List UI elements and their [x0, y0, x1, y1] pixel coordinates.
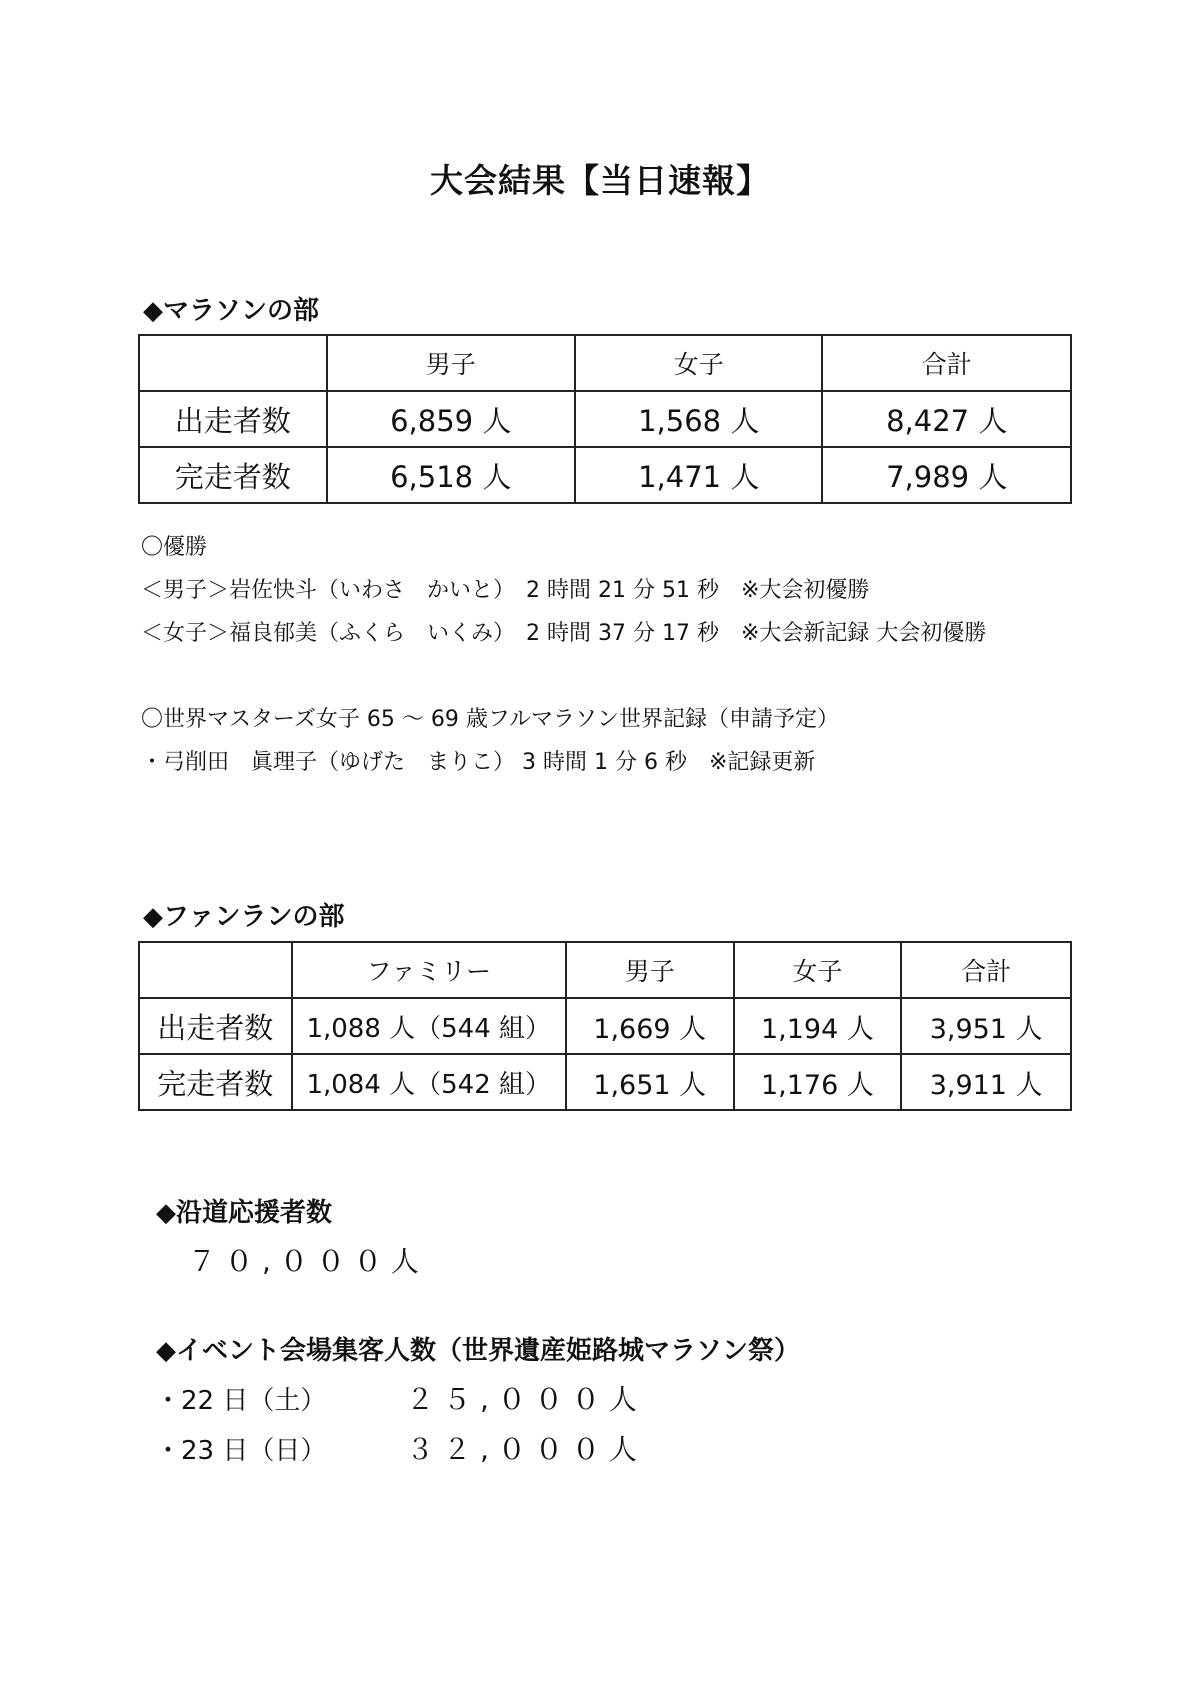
page-title: 大会結果【当日速報】	[430, 161, 770, 200]
table-header-row	[139, 335, 1071, 391]
row-label: 完走者数	[139, 1054, 292, 1110]
row-label: 完走者数	[139, 447, 327, 503]
table-cell: 1,669 人	[566, 998, 734, 1054]
header-cell: 合計	[901, 942, 1071, 998]
table-cell: 8,427 人	[822, 391, 1071, 447]
table-cell: 6,518 人	[327, 447, 575, 503]
table-row	[139, 1054, 1071, 1110]
funrun-table	[138, 941, 1072, 1111]
marathon-table	[138, 334, 1072, 504]
header-cell: 合計	[822, 335, 1071, 391]
header-cell: 男子	[327, 335, 575, 391]
table-row	[139, 998, 1071, 1054]
funrun-heading: ◆ファンランの部	[143, 902, 345, 932]
table-cell: 1,568 人	[575, 391, 822, 447]
header-cell: 女子	[734, 942, 902, 998]
winner-heading: 〇優勝	[141, 535, 208, 560]
table-cell: 1,471 人	[575, 447, 822, 503]
marathon-heading: ◆マラソンの部	[143, 296, 319, 326]
winner-women: ＜女子＞福良郁美（ふくら いくみ） 2 時間 37 分 17 秒 ※大会新記録 大会初優勝	[141, 621, 987, 646]
header-cell: ファミリー	[292, 942, 566, 998]
row-label: 出走者数	[139, 391, 327, 447]
table-cell: 3,951 人	[901, 998, 1071, 1054]
winner-men: ＜男子＞岩佐快斗（いわさ かいと） 2 時間 21 分 51 秒 ※大会初優勝	[141, 578, 870, 603]
event-day-label: ・22 日（土）	[155, 1386, 327, 1416]
record-line: ・弓削田 眞理子（ゆげた まりこ） 3 時間 1 分 6 秒 ※記録更新	[141, 750, 816, 775]
event-day-value: ３２,０００人	[406, 1433, 646, 1466]
table-row	[139, 447, 1071, 503]
header-cell	[139, 942, 292, 998]
table-cell: 1,194 人	[734, 998, 902, 1054]
spectators-value: ７０,０００人	[188, 1245, 428, 1278]
table-header-row	[139, 942, 1071, 998]
table-cell: 6,859 人	[327, 391, 575, 447]
table-cell: 1,176 人	[734, 1054, 902, 1110]
header-cell	[139, 335, 327, 391]
table-cell: 1,088 人（544 組）	[292, 998, 566, 1054]
header-cell: 男子	[566, 942, 734, 998]
row-label: 出走者数	[139, 998, 292, 1054]
record-heading: 〇世界マスターズ女子 65 ～ 69 歳フルマラソン世界記録（申請予定）	[141, 707, 839, 732]
table-cell: 7,989 人	[822, 447, 1071, 503]
header-cell: 女子	[575, 335, 822, 391]
table-row	[139, 391, 1071, 447]
event-heading: ◆イベント会場集客人数（世界遺産姫路城マラソン祭）	[156, 1336, 800, 1366]
table-cell: 3,911 人	[901, 1054, 1071, 1110]
table-cell: 1,084 人（542 組）	[292, 1054, 566, 1110]
event-day-label: ・23 日（日）	[155, 1436, 327, 1466]
table-cell: 1,651 人	[566, 1054, 734, 1110]
event-day-value: ２５,０００人	[406, 1383, 646, 1416]
spectators-heading: ◆沿道応援者数	[156, 1198, 332, 1228]
